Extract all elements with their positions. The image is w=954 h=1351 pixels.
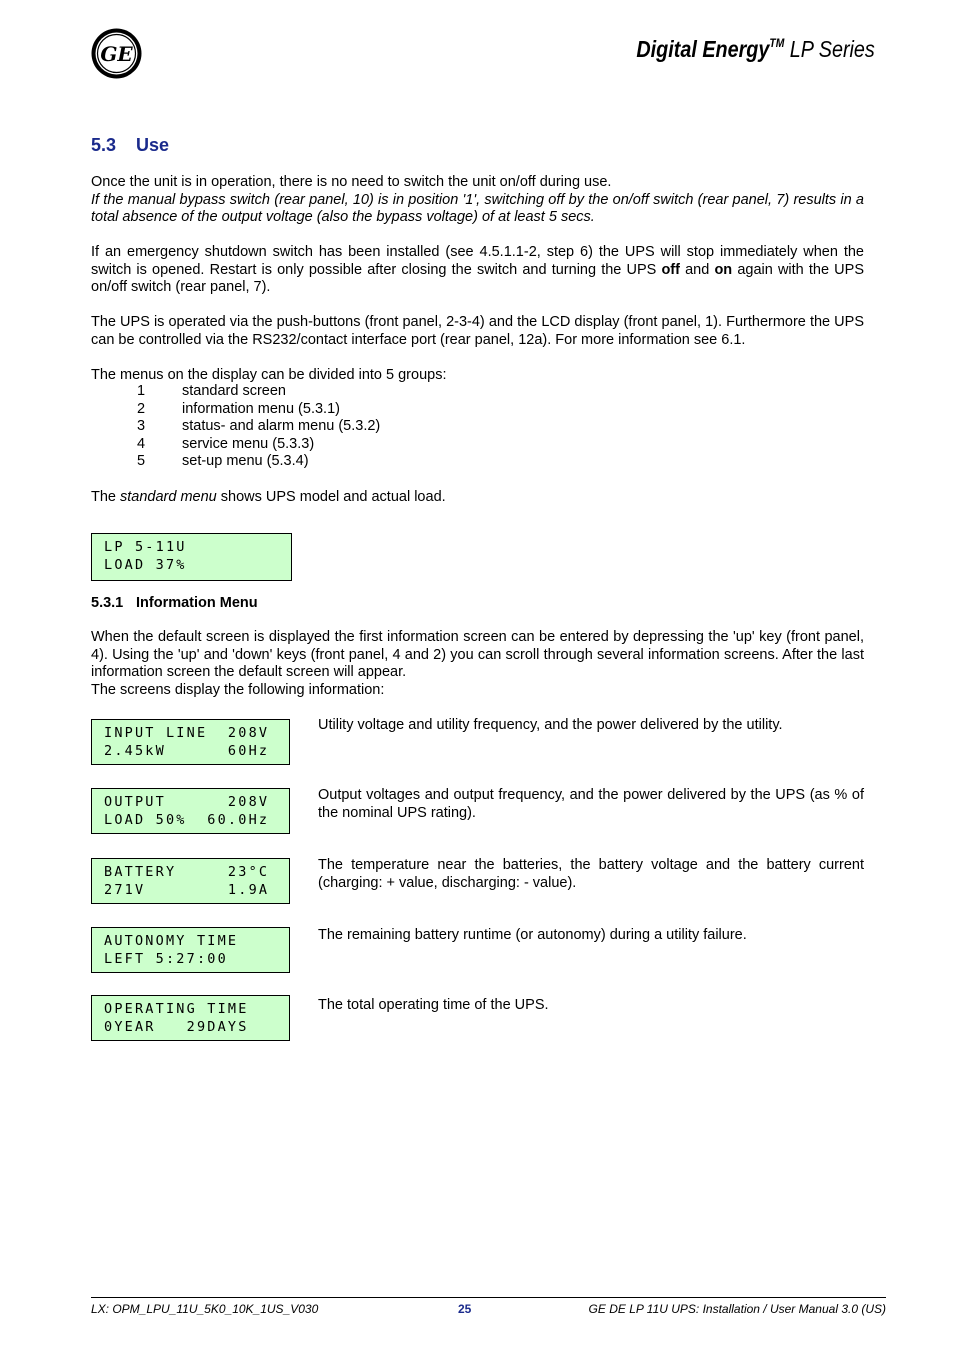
subsection-heading bbox=[91, 595, 258, 611]
subsection-number: 5.3.1 bbox=[91, 595, 124, 611]
paragraph-operation bbox=[91, 174, 864, 227]
subsection-title: Information Menu bbox=[136, 595, 258, 611]
section-title: Use bbox=[136, 135, 170, 155]
desc-autonomy: The remaining battery runtime (or autonomy) during a utility failure. bbox=[318, 927, 747, 943]
desc-battery: The temperature near the batteries, the battery voltage and the battery current (charging: + value, discharging: - value). bbox=[318, 857, 864, 891]
trademark: TM bbox=[769, 36, 785, 50]
brand-title bbox=[636, 36, 875, 63]
menu-group-list bbox=[137, 383, 380, 471]
list-item: 1 standard screen bbox=[137, 383, 286, 399]
emergency-and: and bbox=[679, 261, 715, 278]
emergency-off: off bbox=[661, 261, 680, 278]
footer-divider bbox=[91, 1297, 886, 1298]
lcd-output: OUTPUT 208V LOAD 50% 60.0Hz bbox=[91, 788, 290, 834]
brand-bold: Digital Energy bbox=[636, 36, 770, 62]
section-number: 5.3 bbox=[91, 135, 117, 155]
emergency-on: on bbox=[714, 261, 733, 278]
section-heading bbox=[91, 135, 169, 156]
paragraph-bypass-note: If the manual bypass switch (rear panel, 10) is in position '1', switching off by the on/off switch (rear panel, 7) results in a total absence of the output voltage (also the bypass voltage) of at least 5 secs. bbox=[91, 191, 864, 225]
paragraph-operation-text: Once the unit is in operation, there is no need to switch the unit on/off during use. bbox=[91, 174, 612, 190]
lcd-standard-screen: LP 5-11U LOAD 37% bbox=[91, 533, 292, 581]
list-item: 3 status- and alarm menu (5.3.2) bbox=[137, 418, 381, 434]
footer-doc-id: LX: OPM_LPU_11U_5K0_10K_1US_V030 bbox=[91, 1302, 319, 1316]
paragraph-controls: The UPS is operated via the push-buttons (front panel, 2-3-4) and the LCD display (front panel, 1). Furthermore the UPS can be controlled via the RS232/contact interface port (rear panel, 12a). For more information see 6.1. bbox=[91, 314, 864, 348]
lcd-autonomy: AUTONOMY TIME LEFT 5:27:00 bbox=[91, 927, 290, 973]
desc-operating-time: The total operating time of the UPS. bbox=[318, 997, 549, 1013]
paragraph-info-menu bbox=[91, 629, 864, 699]
info-menu-text-2: The screens display the following information: bbox=[91, 681, 385, 698]
lcd-input-line: INPUT LINE 208V 2.45kW 60Hz bbox=[91, 719, 290, 765]
list-item: 5 set-up menu (5.3.4) bbox=[137, 453, 309, 469]
lcd-operating-time: OPERATING TIME 0YEAR 29DAYS bbox=[91, 995, 290, 1041]
emergency-text-a: If an emergency shutdown switch has been installed (see 4.5.1.1-2, step 6) the UPS will stop immediately when the switch is opened. Restart is only possible after closing the switch and turning the UPS bbox=[91, 244, 864, 278]
list-item: 4 service menu (5.3.3) bbox=[137, 435, 315, 452]
footer-manual-title: GE DE LP 11U UPS: Installation / User Manual 3.0 (US) bbox=[588, 1302, 886, 1316]
paragraph-menus-intro: The menus on the display can be divided into 5 groups: bbox=[91, 367, 447, 383]
paragraph-standard-menu: The standard menu shows UPS model and actual load. bbox=[91, 489, 446, 505]
info-menu-text: When the default screen is displayed the first information screen can be entered by depressing the 'up' key (front panel, 4). Using the 'up' and 'down' keys (front panel, 4 and 2) you can scroll through several information screens. After the last information screen the default screen will appear. bbox=[91, 629, 864, 680]
desc-input-line: Utility voltage and utility frequency, and the power delivered by the utility. bbox=[318, 717, 783, 733]
page-number: 25 bbox=[458, 1302, 472, 1316]
ge-logo bbox=[91, 28, 142, 79]
lcd-battery: BATTERY 23°C 271V 1.9A bbox=[91, 858, 290, 904]
desc-output: Output voltages and output frequency, and the power delivered by the UPS (as % of the nominal UPS rating). bbox=[318, 787, 864, 821]
paragraph-emergency bbox=[91, 244, 864, 297]
ge-logo-text: GE bbox=[100, 42, 133, 66]
list-item: 2 information menu (5.3.1) bbox=[137, 400, 340, 417]
emergency-text-b: again with the UPS on/off switch (rear panel, 7). bbox=[91, 261, 864, 295]
brand-series: LP Series bbox=[789, 36, 875, 62]
